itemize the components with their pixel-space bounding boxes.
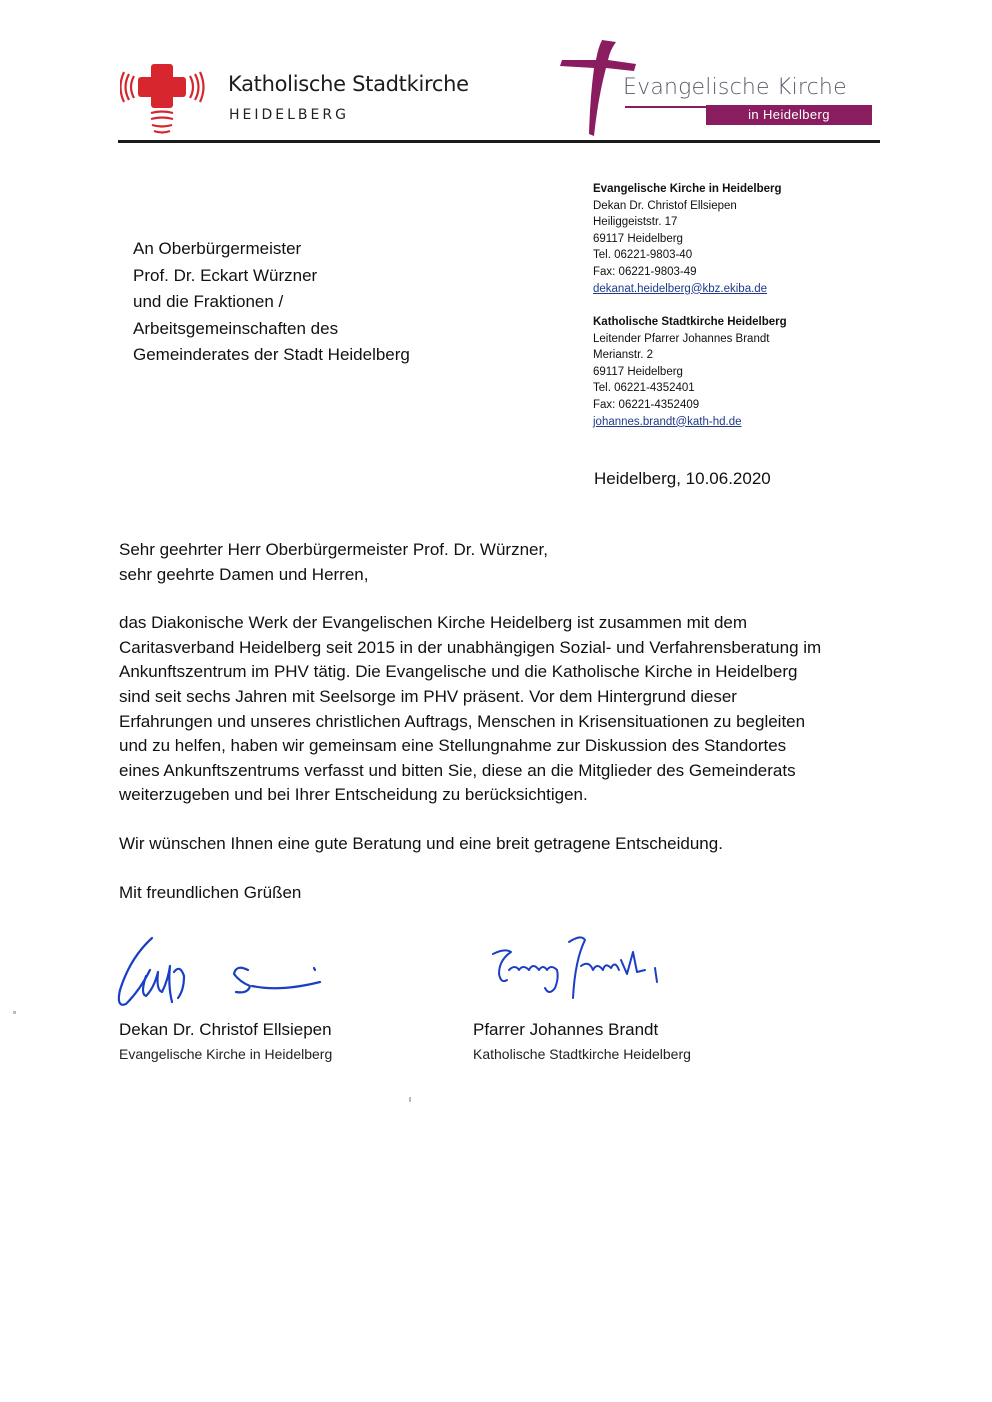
contact-email-link[interactable]: dekanat.heidelberg@kbz.ekiba.de [593,282,768,295]
evangelische-kirche-logo-rule [625,106,711,108]
signature-ellsiepen-icon [110,928,330,1023]
paragraph-line: und zu helfen, haben wir gemeinsam eine Stellungnahme zur Diskussion des Standortes [119,736,787,756]
paragraph-line: Erfahrungen und unseres christlichen Auftrags, Menschen in Krisensituationen zu begleiten [119,711,806,731]
date-line: Heidelberg, 10.06.2020 [594,469,771,488]
recipient-line: Prof. Dr. Eckart Würzner [133,265,318,285]
closing: Mit freundlichen Grüßen [119,882,302,902]
contact-person: Leitender Pfarrer Johannes Brandt [593,332,770,345]
paragraph-line: weiterzugeben und bei Ihrer Entscheidung zu berücksichtigen. [119,785,588,805]
signer-name: Pfarrer Johannes Brandt [473,1020,659,1039]
contact-tel: Tel. 06221-4352401 [593,382,695,395]
letter-body [119,538,889,905]
contact-city: 69117 Heidelberg [593,365,683,378]
contact-org: Evangelische Kirche in Heidelberg [593,183,782,195]
salutation-line: sehr geehrte Damen und Herren, [119,564,369,584]
signature-brandt-icon [485,930,705,1005]
paragraph-line: das Diakonische Werk der Evangelischen Kirche Heidelberg ist zusammen mit dem [119,613,748,633]
contact-tel: Tel. 06221-9803-40 [593,249,693,262]
contact-person: Dekan Dr. Christof Ellsiepen [593,199,737,212]
recipient-line: Arbeitsgemeinschaften des [133,318,339,338]
header-divider [118,140,880,143]
scan-speck [13,1011,16,1014]
contact-city: 69117 Heidelberg [593,232,683,245]
contact-street: Merianstr. 2 [593,349,654,362]
paragraph-main [119,611,889,808]
contact-fax: Fax: 06221-4352409 [593,398,700,411]
katholische-stadtkirche-logo-name: Katholische Stadtkirche [228,72,469,96]
recipient-line: und die Fraktionen / [133,292,284,311]
scan-speck [409,1097,411,1102]
evangelische-kirche-logo-name: Evangelische Kirche [623,75,847,100]
contact-street: Heiliggeiststr. 17 [593,216,678,229]
contact-org: Katholische Stadtkirche Heidelberg [593,316,787,328]
salutation-line: Sehr geehrter Herr Oberbürgermeister Prof. Dr. Würzner, [119,540,548,559]
signer-organization: Evangelische Kirche in Heidelberg [119,1046,333,1062]
contact-block-evangelische-kirche [593,181,782,297]
contact-block-katholische-stadtkirche [593,314,787,430]
paragraph-line: Ankunftszentrum im PHV tätig. Die Evangelische und die Katholische Kirche in Heidelberg [119,662,798,682]
paragraph-line: sind seit sechs Jahren mit Seelsorge im PHV präsent. Vor dem Hintergrund dieser [119,686,737,706]
contact-fax: Fax: 06221-9803-49 [593,265,697,278]
paragraph-wishes: Wir wünschen Ihnen eine gute Beratung und eine breit getragene Entscheidung. [119,833,723,853]
recipient-line: An Oberbürgermeister [133,239,302,258]
katholische-stadtkirche-logo-city: HEIDELBERG [229,107,349,123]
evangelische-kirche-logo-subtitle: in Heidelberg [706,105,872,125]
recipient-line: Gemeinderates der Stadt Heidelberg [133,345,410,364]
contact-email-link[interactable]: johannes.brandt@kath-hd.de [593,415,742,428]
katholische-stadtkirche-cross-logo-icon [120,64,210,136]
salutation [119,538,889,587]
signer-name: Dekan Dr. Christof Ellsiepen [119,1020,332,1039]
signer-organization: Katholische Stadtkirche Heidelberg [473,1046,691,1062]
recipient-address [133,236,410,369]
paragraph-line: Caritasverband Heidelberg seit 2015 in der unabhängigen Sozial- und Verfahrensberatung im [119,637,822,657]
paragraph-line: eines Ankunftszentrums verfasst und bitten Sie, diese an die Mitglieder des Gemeinderats [119,760,796,780]
